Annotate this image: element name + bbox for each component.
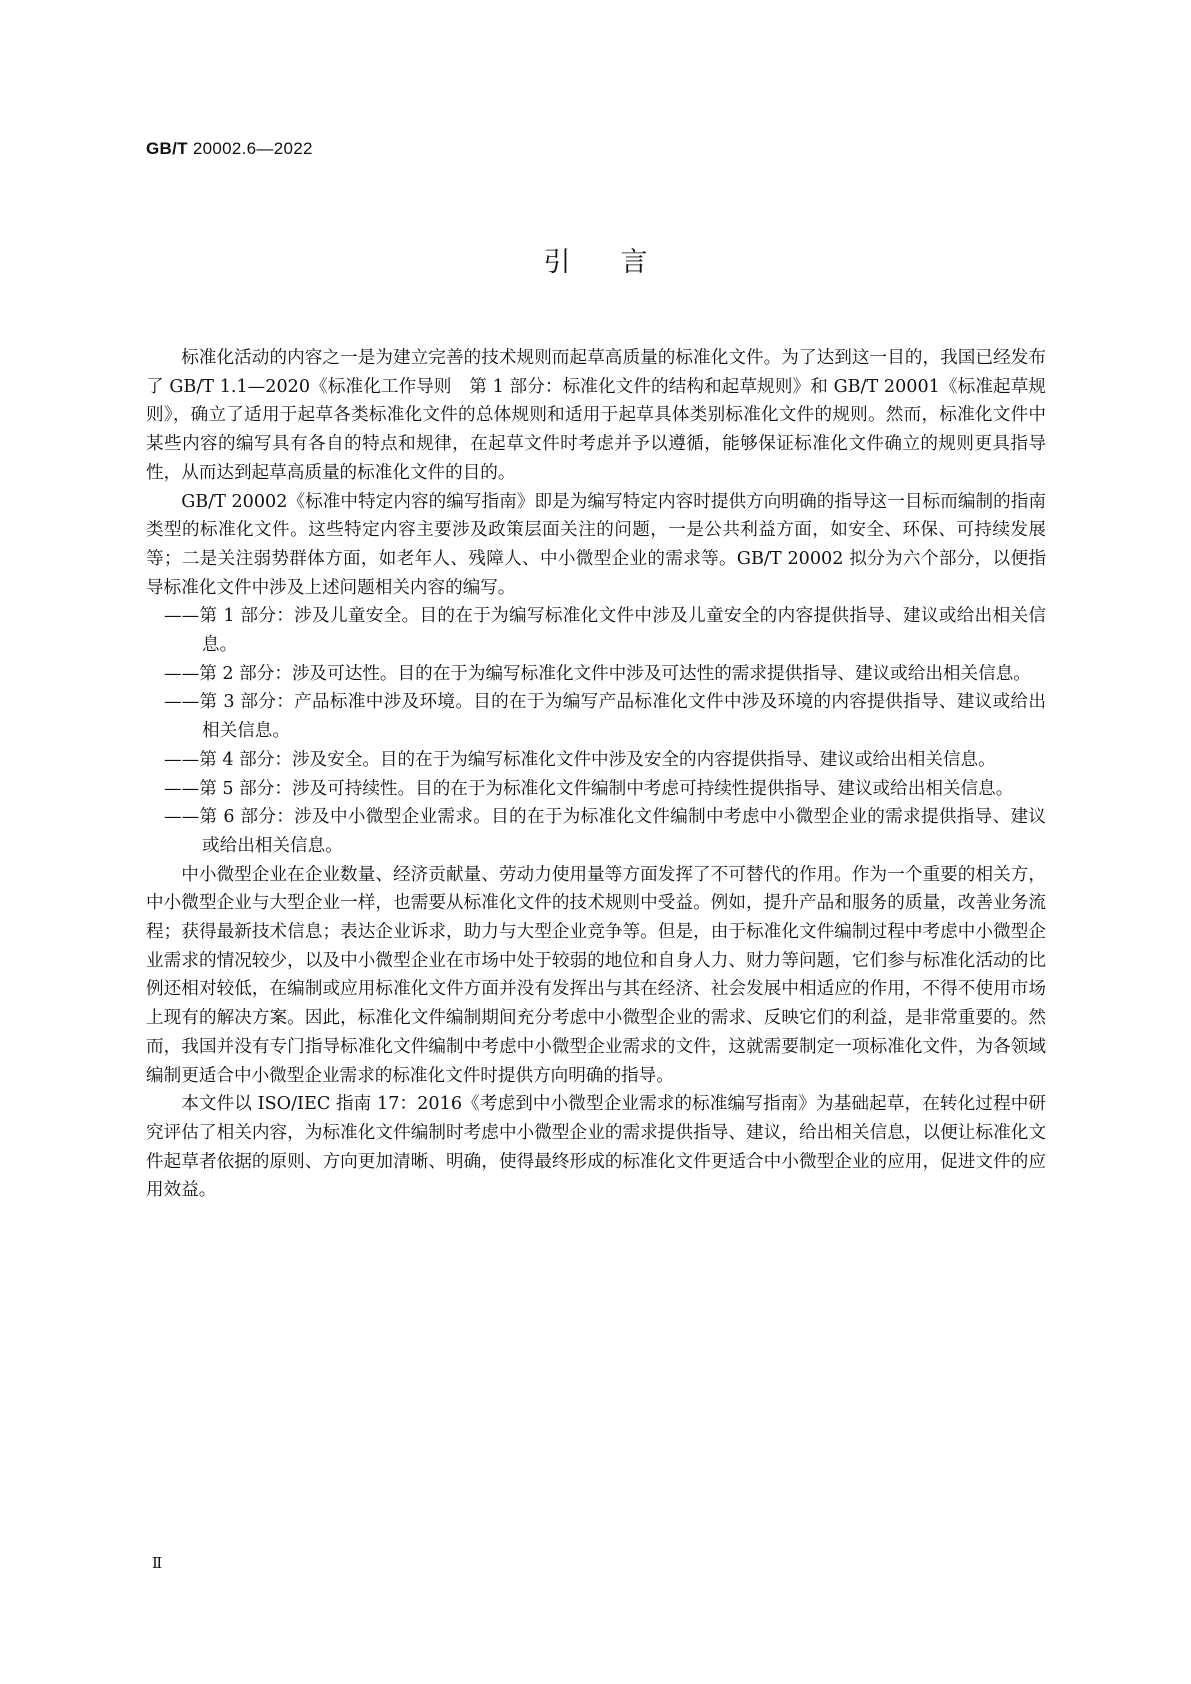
list-item: ——第 4 部分：涉及安全。目的在于为编写标准化文件中涉及安全的内容提供指导、建议或给出相关信息。 — [164, 749, 996, 770]
page-title: 引言 — [543, 247, 698, 278]
paragraph-1: 标准化活动的内容之一是为建立完善的技术规则而起草高质量的标准化文件。为了达到这一目的，我国已经发布了 GB/T 1.1—2020《标准化工作导则 第 1 部分：标准化文件的结构和起草规则》和 GB/T 20001《标准起草规则》，确立了适用于起草各类标准化文件的总体规则和适用于起草具体类别标准化文件的规则。然而，标准化文件中某些内容的编写具有各自的特点和规律，在起草文件时考虑并予以遵循，能够保证标准化文件确立的规则更具指导性，从而达到起草高质量的标准化文件的目的。 — [146, 348, 1046, 483]
document-body — [146, 344, 1046, 1205]
document-code-prefix: GB/T — [146, 139, 188, 158]
document-code-number: 20002.6—2022 — [192, 139, 313, 158]
list-item: ——第 1 部分：涉及儿童安全。目的在于为编写标准化文件中涉及儿童安全的内容提供指导、建议或给出相关信息。 — [164, 606, 1046, 656]
list-item: ——第 2 部分：涉及可达性。目的在于为编写标准化文件中涉及可达性的需求提供指导、建议或给出相关信息。 — [164, 663, 1031, 684]
page-number: Ⅱ — [152, 1554, 163, 1572]
parts-list — [146, 602, 1046, 860]
paragraph-2: GB/T 20002《标准中特定内容的编写指南》即是为编写特定内容时提供方向明确的指导这一目标而编制的指南类型的标准化文件。这些特定内容主要涉及政策层面关注的问题，一是公共利益方面，如安全、环保、可持续发展等；二是关注弱势群体方面，如老年人、残障人、中小微型企业的需求等。GB/T 20002 拟分为六个部分，以便指导标准化文件中涉及上述问题相关内容的编写。 — [146, 491, 1046, 598]
document-code — [146, 139, 313, 159]
list-item: ——第 3 部分：产品标准中涉及环境。目的在于为编写产品标准化文件中涉及环境的内容提供指导、建议或给出相关信息。 — [164, 692, 1046, 742]
paragraph-3: 中小微型企业在企业数量、经济贡献量、劳动力使用量等方面发挥了不可替代的作用。作为一个重要的相关方，中小微型企业与大型企业一样，也需要从标准化文件的技术规则中受益。例如，提升产品和服务的质量，改善业务流程；获得最新技术信息；表达企业诉求，助力与大型企业竞争等。但是，由于标准化文件编制过程中考虑中小微型企业需求的情况较少，以及中小微型企业在市场中处于较弱的地位和自身人力、财力等问题，它们参与标准化活动的比例还相对较低，在编制或应用标准化文件方面并没有发挥出与其在经济、社会发展中相适应的作用，不得不使用市场上现有的解决方案。因此，标准化文件编制期间充分考虑中小微型企业的需求、反映它们的利益，是非常重要的。然而，我国并没有专门指导标准化文件编制中考虑中小微型企业需求的文件，这就需要制定一项标准化文件，为各领域编制更适合中小微型企业需求的标准化文件时提供方向明确的指导。 — [146, 864, 1046, 1086]
list-item: ——第 5 部分：涉及可持续性。目的在于为标准化文件编制中考虑可持续性提供指导、建议或给出相关信息。 — [164, 778, 1014, 799]
paragraph-4: 本文件以 ISO/IEC 指南 17：2016《考虑到中小微型企业需求的标准编写指南》为基础起草，在转化过程中研究评估了相关内容，为标准化文件编制时考虑中小微型企业的需求提供指导、建议，给出相关信息，以便让标准化文件起草者依据的原则、方向更加清晰、明确，使得最终形成的标准化文件更适合中小微型企业的应用，促进文件的应用效益。 — [146, 1094, 1046, 1201]
list-item: ——第 6 部分：涉及中小微型企业需求。目的在于为标准化文件编制中考虑中小微型企业的需求提供指导、建议或给出相关信息。 — [164, 807, 1046, 856]
